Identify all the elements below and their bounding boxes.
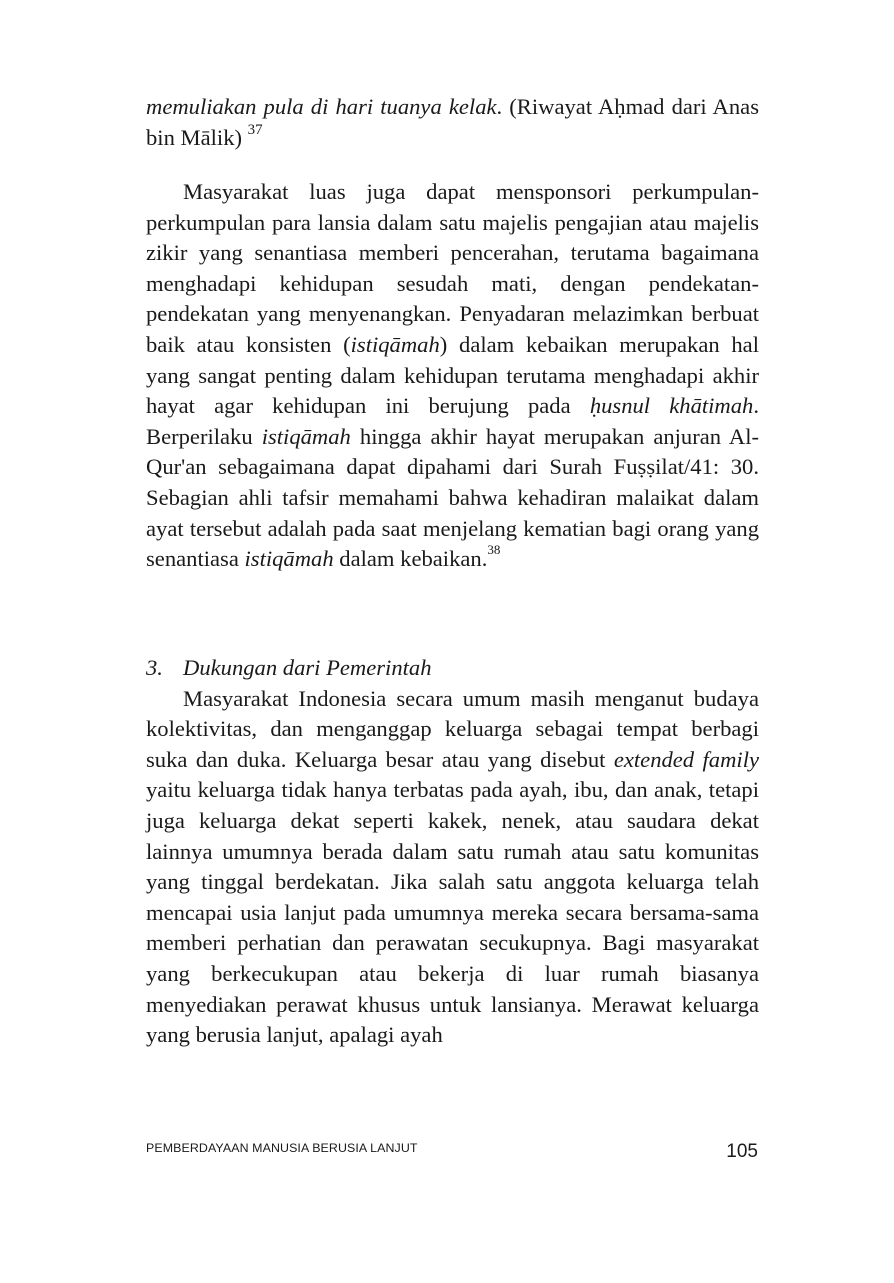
paragraph-text: hingga akhir hayat merupakan anjuran Al-Qur'an sebagaimana dapat dipahami dari Surah Fuṣṣilat/41: 30. Sebagian ahli tafsir memahami bahwa kehadiran malaikat dalam ayat tersebut adalah pada saat menjelang kematian bagi orang yang senantiasa xyxy=(146,423,759,572)
term-extended-family: extended family xyxy=(613,746,759,772)
paragraph-text: ) dalam kebaikan merupakan hal yang sangat penting dalam kehidupan terutama menghadapi akhir hayat agar kehidupan ini berujung pada xyxy=(146,331,759,419)
page-number: 105 xyxy=(726,1141,758,1162)
term-istiqamah: istiqāmah xyxy=(244,546,334,572)
section-heading xyxy=(146,653,759,684)
quote-italic-text: memuliakan pula di hari tuanya kelak xyxy=(146,94,497,119)
quote-attribution: (Riwayat Aḥmad dari Anas bin Mālik) xyxy=(146,94,759,150)
paragraph-text: Masyarakat luas juga dapat mensponsori perkumpulan-perkumpulan para lansia dalam satu majelis pengajian atau majelis zikir yang senantiasa memberi pencerahan, terutama bagaimana menghadapi kehidupan sesudah mati, dengan pendekatan-pendekatan yang menyenangkan. Penyadaran melazimkan berbuat baik atau konsisten ( xyxy=(146,179,759,357)
quote-period: . xyxy=(496,94,503,119)
paragraph-text: Masyarakat Indonesia secara umum masih menganut budaya kolektivitas, dan menganggap keluarga sebagai tempat berbagi suka dan duka. Keluarga besar atau yang disebut xyxy=(146,685,759,772)
term-istiqamah: istiqāmah xyxy=(261,423,351,449)
footnote-ref-38[interactable]: 38 xyxy=(487,541,501,557)
quote-continuation xyxy=(146,92,759,153)
paragraph-text: yaitu keluarga tidak hanya terbatas pada ayah, ibu, dan anak, tetapi juga keluarga dekat seperti kakek, nenek, atau saudara dekat lainnya umumnya berada dalam satu rumah atau satu komunitas yang tinggal berdekatan. Jika salah satu anggota keluarga telah mencapai usia lanjut pada umumnya mereka secara bersama-sama memberi perhatian dan perawatan secukupnya. Bagi masyarakat yang berkecukupan atau bekerja di luar rumah biasanya menyediakan perawat khusus untuk lansianya. Merawat keluarga yang berusia lanjut, apalagi ayah xyxy=(146,777,759,1048)
term-husnul-khatimah: ḥusnul khātimah xyxy=(589,393,754,419)
body-paragraph xyxy=(146,684,759,1051)
section-dukungan-pemerintah xyxy=(146,653,759,1051)
paragraph-istiqamah xyxy=(146,177,759,575)
footnote-ref-37[interactable]: 37 xyxy=(247,122,263,139)
term-istiqamah: istiqāmah xyxy=(350,331,440,357)
paragraph-text: dalam kebaikan. xyxy=(333,546,488,572)
body-paragraph xyxy=(146,177,759,575)
section-title: Dukungan dari Pemerintah xyxy=(183,655,432,680)
quote-paragraph xyxy=(146,92,759,153)
paragraph-text: . Berperilaku xyxy=(146,393,759,449)
running-footer-title: PEMBERDAYAAN MANUSIA BERUSIA LANJUT xyxy=(146,1141,418,1155)
section-number: 3. xyxy=(146,655,163,680)
